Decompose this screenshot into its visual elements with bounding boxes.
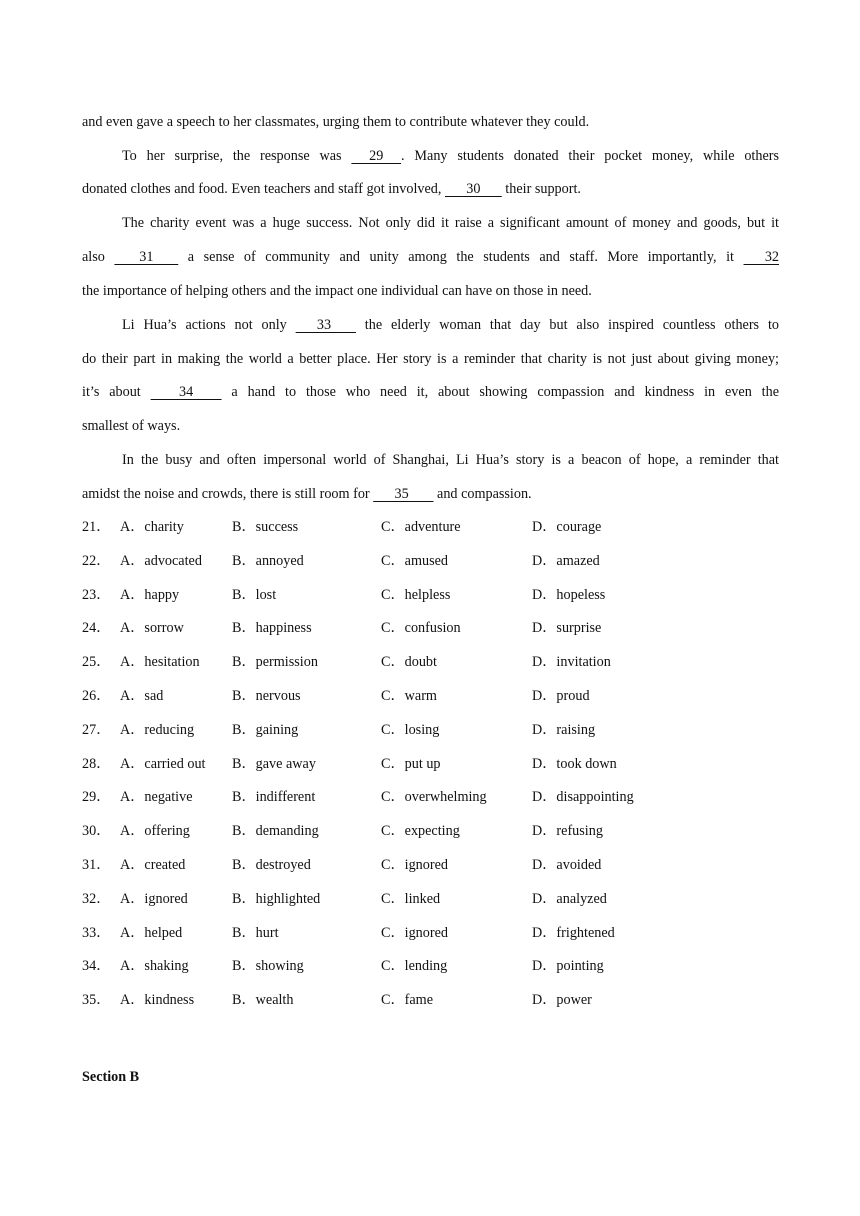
passage-text: donated clothes and food. Even teachers and staff got involved, [82,181,445,197]
question-number: 30． [82,823,111,840]
blank-34: 34 [150,384,222,400]
option-b: B．demanding [232,823,319,840]
option-c: C．put up [381,755,441,772]
option-d: D．raising [532,721,596,738]
passage-text: a hand to those who need it, about showing compassion and kindness in even the [221,384,779,400]
passage-text: a sense of community and unity among the students and staff. More importantly, it [178,249,744,265]
blank-35: 35 [373,486,434,502]
option-b: B．permission [232,654,318,671]
passage-line [122,146,779,166]
option-a: A．created [120,856,186,873]
option-b: B．gave away [232,755,316,772]
question-number: 28． [82,755,111,772]
question-number: 21． [82,519,111,535]
blank-33: 33 [295,317,356,333]
option-d: D．pointing [532,958,604,975]
option-b: B．happiness [232,620,312,637]
passage-text: and compassion. [433,486,532,502]
option-a: A．offering [120,823,190,840]
option-d: D．refusing [532,823,603,840]
passage-line: smallest of ways. [82,418,181,434]
question-number: 27． [82,721,111,738]
question-row [82,618,782,652]
blank-29: 29 [351,148,402,164]
question-number: 23． [82,586,111,603]
option-b: B．nervous [232,687,301,704]
question-number: 31． [82,856,111,873]
question-row [82,855,782,889]
question-row [82,585,782,619]
option-c: C．amused [381,552,448,569]
option-d: D．disappointing [532,789,634,806]
option-c: C．helpless [381,586,451,603]
passage-text: also [82,249,115,265]
option-d: D．frightened [532,924,615,941]
option-b: B．showing [232,958,304,975]
question-number: 25． [82,654,111,671]
option-b: B．annoyed [232,552,304,569]
option-b: B．highlighted [232,890,321,907]
question-row [82,720,782,754]
question-row [82,787,782,821]
question-number: 35． [82,992,111,1009]
question-row [82,956,782,990]
passage-text: Li Hua’s actions not only [122,317,296,333]
passage-text: . Many students donated their pocket money, while others [401,148,780,164]
option-b: B．hurt [232,924,279,941]
question-row [82,551,782,585]
question-row [82,517,782,551]
option-a: A．helped [120,924,183,941]
option-a: A．sorrow [120,620,184,637]
option-c: C．ignored [381,924,448,941]
answer-options [82,517,782,1024]
option-b: B．gaining [232,721,299,738]
option-d: D．invitation [532,654,611,671]
option-a: A．kindness [120,992,195,1009]
option-a: A．sad [120,687,164,704]
option-b: B．destroyed [232,856,311,873]
question-row [82,652,782,686]
blank-32: 32 [743,249,779,265]
option-d: D．analyzed [532,890,607,907]
question-number: 24． [82,620,111,637]
blank-30: 30 [445,181,502,197]
option-c: C．lending [381,958,448,975]
option-c: C．fame [381,992,434,1009]
option-d: D．hopeless [532,586,606,603]
option-d: D．avoided [532,856,602,873]
question-row [82,754,782,788]
option-b: B．wealth [232,992,294,1009]
option-d: D．took down [532,755,617,772]
option-c: C．linked [381,890,441,907]
option-a: A．hesitation [120,654,200,671]
passage-line: do their part in making the world a better place. Her story is a reminder that charity is not just about giving money; [82,351,779,367]
option-c: C．doubt [381,654,437,671]
option-a: A．charity [120,519,184,535]
option-d: D．proud [532,687,590,704]
section-heading: Section B [82,1069,140,1085]
option-c: C．losing [381,721,440,738]
question-number: 22． [82,552,111,569]
option-d: D．surprise [532,620,602,637]
option-d: D．amazed [532,552,600,569]
passage-text: the elderly woman that day but also inspired countless others to [355,317,779,333]
option-b: B．success [232,519,299,535]
passage-line: In the busy and often impersonal world of Shanghai, Li Hua’s story is a beacon of hope, a reminder that [122,452,779,468]
option-c: C．expecting [381,823,460,840]
option-a: A．ignored [120,890,188,907]
option-a: A．shaking [120,958,189,975]
question-row [82,990,782,1024]
blank-31: 31 [114,249,179,265]
question-number: 33． [82,924,111,941]
option-a: A．advocated [120,552,202,569]
passage-line [122,315,779,335]
option-a: A．happy [120,586,180,603]
question-number: 32． [82,890,111,907]
question-number: 34． [82,958,111,975]
passage-line: The charity event was a huge success. Not only did it raise a significant amount of money and goods, but it [122,215,779,231]
question-row [82,821,782,855]
option-c: C．ignored [381,856,448,873]
passage-line: and even gave a speech to her classmates, urging them to contribute whatever they could. [82,114,590,130]
passage-line [82,382,779,402]
option-c: C．warm [381,687,437,704]
option-c: C．confusion [381,620,461,637]
option-a: A．carried out [120,755,206,772]
option-a: A．reducing [120,721,195,738]
option-c: C．adventure [381,519,461,535]
option-c: C．overwhelming [381,789,487,806]
passage-text: their support. [501,181,581,197]
passage-line: the importance of helping others and the impact one individual can have on those in need. [82,283,592,299]
option-a: A．negative [120,789,193,806]
passage-line [82,179,779,199]
option-b: B．indifferent [232,789,316,806]
question-number: 26． [82,687,111,704]
option-d: D．courage [532,519,602,535]
passage-line [82,247,779,267]
passage-text: amidst the noise and crowds, there is still room for [82,486,374,502]
passage-text: it’s about [82,384,151,400]
question-number: 29． [82,789,111,806]
option-b: B．lost [232,586,277,603]
passage-line [82,484,779,504]
question-row [82,923,782,957]
option-d: D．power [532,992,592,1009]
question-row [82,686,782,720]
question-row [82,889,782,923]
passage-text: To her surprise, the response was [122,148,352,164]
